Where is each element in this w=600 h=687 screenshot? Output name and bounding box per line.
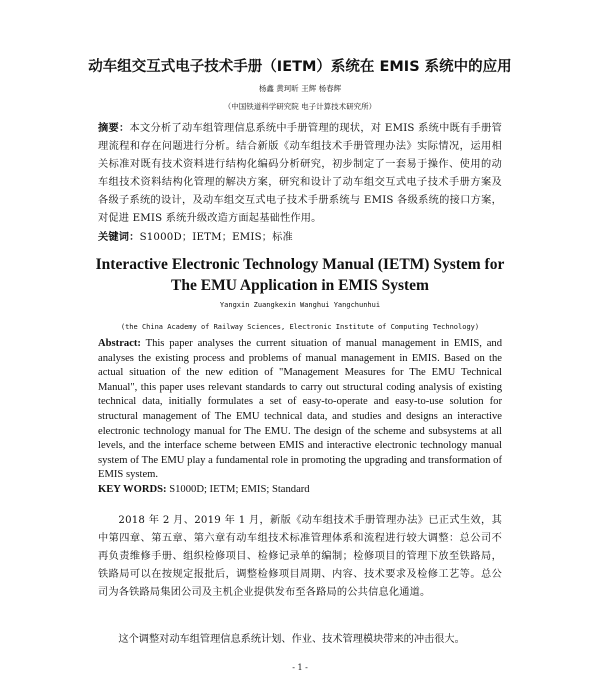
chinese-abstract-label: 摘要： xyxy=(98,122,130,134)
chinese-authors: 杨鑫 黄珂昕 王辉 杨春辉 xyxy=(258,84,342,93)
english-keywords-line xyxy=(98,483,502,498)
english-authors: Yangxin Zuangkexin Wanghui Yangchunhui xyxy=(219,301,381,309)
english-abstract-text: This paper analyses the current situation of manual management in EMIS, and analyses the existing process and problems of manual management in EMIS. Based on the actual situation of the new edition of "Management Measures for The EMU Technical Manual", this paper uses relevant standards to carry out structural coding analysis of existing technical data, initially formulates a set of easy-to-operate and easy-to-use solution for structural management of The EMU technical data, and studies and designs an interactive electronic technology manual for The EMU. The design of the scheme and subsystems at all levels, and the interface scheme between EMIS and interactive electronic technology manual system of The EMU play a fundamental role in promoting the upgrading and transformation of EMIS system. xyxy=(98,338,502,481)
page-number: - 1 - xyxy=(292,663,308,672)
english-title-line-2: The EMU Application in EMIS System xyxy=(171,277,429,294)
chinese-keywords: S1000D；IETM；EMIS；标准 xyxy=(139,232,293,243)
chinese-keywords-label: 关键词： xyxy=(98,231,140,243)
english-abstract-label: Abstract: xyxy=(98,338,141,349)
english-abstract-block xyxy=(98,337,502,498)
chinese-abstract-block xyxy=(98,119,502,247)
body-paragraph-2: 这个调整对动车组管理信息系统计划、作业、技术管理模块带来的冲击很大。 xyxy=(118,634,465,645)
chinese-abstract-text: 本文分析了动车组管理信息系统中手册管理的现状，对 EMIS 系统中既有手册管理流程和存在问题进行分析。结合新版《动车组技术手册管理办法》实际情况，运用相关标准对既有技术资料进行结构化编码分析研究，初步制定了一套易于操作、使用的动车组技术资料结构化管理的解决方案，研究和设计了动车组交互式电子技术手册方案及各级子系统的设计，及动车组交互式电子技术手册系统与 EMIS 各级系统的接口方案，对促进 EMIS 系统升级改造方面起基础性作用。 xyxy=(98,123,502,224)
english-keywords-label: KEY WORDS: xyxy=(98,483,167,495)
chinese-title: 动车组交互式电子技术手册（IETM）系统在 EMIS 系统中的应用 xyxy=(88,59,512,75)
english-title xyxy=(70,254,530,296)
chinese-affiliation: （中国铁道科学研究院 电子计算技术研究所） xyxy=(223,102,377,111)
english-affiliation: (the China Academy of Railway Sciences, Electronic Institute of Computing Technology) xyxy=(120,323,480,331)
body-paragraph-1: 2018 年 2 月、2019 年 1 月，新版《动车组技术手册管理办法》已正式生效，其中第四章、第五章、第六章有动车组技术标准管理体系和流程进行较大调整：总公司不再负责维修手册、组织检修项目、检修记录单的编制；检修项目的管理下放至铁路局，铁路局可以在按规定报批后，调整检修项目周期、内容、技术要求及检修工艺等。总公司为各铁路局集团公司及主机企业提供发布至各路局的公共信息化通道。 xyxy=(98,515,502,598)
english-title-line-1: Interactive Electronic Technology Manual (IETM) System for xyxy=(95,256,505,273)
english-keywords: S1000D; IETM; EMIS; Standard xyxy=(169,483,310,495)
